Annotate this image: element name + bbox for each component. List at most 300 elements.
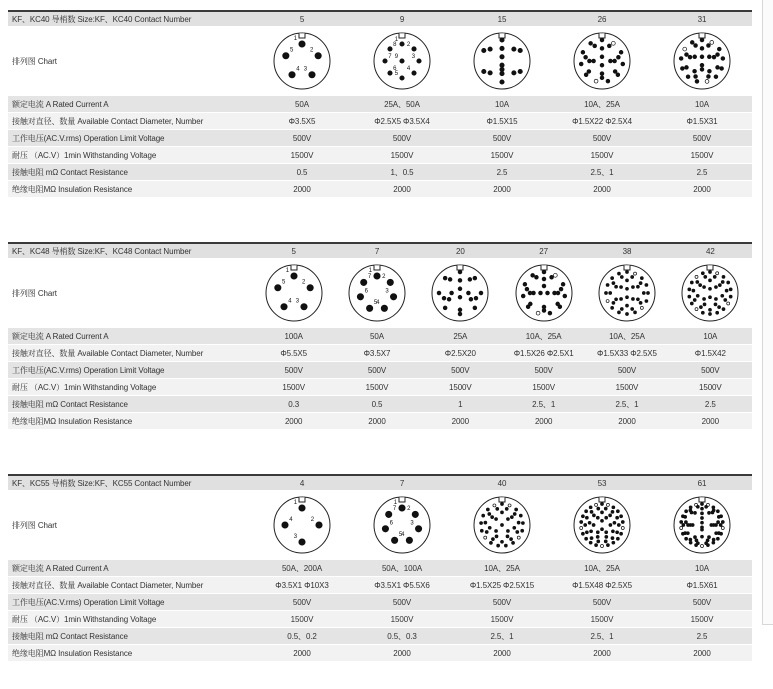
contact-pin bbox=[601, 528, 604, 531]
contact-pin bbox=[517, 521, 520, 524]
pin-diagram-cell bbox=[352, 26, 452, 96]
pin-number-label: 3 bbox=[385, 288, 389, 295]
contact-pin bbox=[645, 283, 648, 286]
contact-pin bbox=[616, 73, 620, 77]
contact-pin bbox=[545, 291, 549, 295]
pin-diagram-cell bbox=[335, 258, 418, 328]
contact-pin bbox=[611, 537, 614, 540]
contact-pin bbox=[299, 539, 305, 545]
contact-pin bbox=[444, 276, 448, 280]
contact-pin bbox=[589, 41, 593, 45]
contact-count-header: 4 bbox=[252, 475, 352, 490]
contact-pin bbox=[717, 521, 720, 524]
contact-pin bbox=[640, 306, 643, 309]
spec-value: Φ1.5X22 Φ2.5X4 bbox=[552, 113, 652, 130]
contact-pin bbox=[613, 521, 616, 524]
spec-value: Φ1.5X48 Φ2.5X5 bbox=[552, 577, 652, 594]
contact-pin bbox=[590, 530, 593, 533]
connector-pin-diagram bbox=[272, 31, 332, 91]
contact-pin bbox=[646, 292, 649, 295]
contact-pin bbox=[501, 524, 504, 527]
contact-count-header: 9 bbox=[352, 11, 452, 26]
contact-pin bbox=[709, 279, 712, 282]
spec-value: 2000 bbox=[452, 645, 552, 662]
contact-pin bbox=[700, 38, 704, 42]
contact-pin bbox=[620, 307, 623, 310]
contact-pin bbox=[605, 516, 608, 519]
contact-pin bbox=[391, 537, 397, 543]
pin-diagram-cell bbox=[552, 490, 652, 560]
contact-pin bbox=[585, 531, 588, 534]
contact-pin bbox=[625, 304, 628, 307]
spec-value: 2000 bbox=[452, 181, 552, 198]
contact-pin bbox=[525, 287, 529, 291]
contact-pin bbox=[710, 524, 713, 527]
contact-pin bbox=[315, 53, 321, 59]
contact-pin bbox=[701, 526, 704, 529]
table-row bbox=[8, 645, 752, 662]
connector-keyway bbox=[699, 497, 705, 502]
contact-pin bbox=[692, 289, 695, 292]
contact-pin bbox=[585, 510, 588, 513]
contact-pin bbox=[604, 507, 607, 510]
spec-row-label: 接触对直径、数量 Available Contact Diameter, Number bbox=[8, 113, 252, 130]
spec-row-label: 绝缘电阻MΩ Insulation Resistance bbox=[8, 645, 252, 662]
contact-pin bbox=[695, 308, 698, 311]
spec-value: 50A、200A bbox=[252, 560, 352, 577]
contact-pin bbox=[611, 41, 615, 45]
contact-pin bbox=[500, 80, 504, 84]
spec-value: 2000 bbox=[669, 413, 752, 430]
contact-pin bbox=[366, 305, 372, 311]
contact-pin bbox=[617, 311, 620, 314]
contact-pin bbox=[719, 524, 722, 527]
kc48-spec-table bbox=[8, 242, 752, 430]
contact-pin bbox=[684, 515, 687, 518]
spec-row-label: 接触电阻 mΩ Contact Resistance bbox=[8, 164, 252, 181]
series-header: KF、KC55 导梢数 Size:KF、KC55 Contact Number bbox=[8, 475, 252, 490]
connector-pin-diagram bbox=[514, 263, 574, 323]
contact-pin bbox=[704, 275, 707, 278]
contact-pin bbox=[400, 42, 404, 46]
spec-value: 2000 bbox=[252, 645, 352, 662]
spec-value: 50A bbox=[335, 328, 418, 345]
spec-value: 1500V bbox=[352, 611, 452, 628]
table-row bbox=[8, 413, 752, 430]
table-row bbox=[8, 362, 752, 379]
contact-pin bbox=[721, 57, 725, 61]
contact-pin bbox=[506, 518, 509, 521]
contact-pin bbox=[555, 302, 559, 306]
contact-pin bbox=[722, 281, 725, 284]
contact-pin bbox=[609, 524, 612, 527]
contact-pin bbox=[584, 55, 588, 59]
contact-pin bbox=[716, 311, 719, 314]
contact-pin bbox=[467, 291, 471, 295]
contact-count-header: 5 bbox=[252, 11, 352, 26]
contact-pin bbox=[382, 526, 388, 532]
contact-pin bbox=[530, 273, 534, 277]
contact-pin bbox=[596, 531, 599, 534]
pin-diagram-cell bbox=[252, 490, 352, 560]
spec-value: 2.5 bbox=[652, 164, 752, 181]
pin-diagram-cell bbox=[419, 258, 502, 328]
contact-pin bbox=[725, 289, 728, 292]
contact-pin bbox=[720, 67, 724, 71]
contact-pin bbox=[707, 44, 711, 48]
contact-pin bbox=[693, 69, 697, 73]
spec-value: 500V bbox=[669, 362, 752, 379]
connector-keyway bbox=[624, 265, 630, 270]
contact-pin bbox=[316, 522, 322, 528]
contact-pin bbox=[357, 294, 363, 300]
contact-pin bbox=[600, 38, 604, 42]
contact-pin bbox=[504, 544, 507, 547]
spec-value: 1500V bbox=[669, 379, 752, 396]
contact-pin bbox=[486, 508, 489, 511]
contact-pin bbox=[500, 46, 504, 50]
contact-pin bbox=[606, 503, 609, 506]
contact-pin bbox=[589, 506, 592, 509]
contact-pin bbox=[685, 537, 688, 540]
connector-keyway bbox=[699, 33, 705, 38]
contact-pin bbox=[715, 532, 718, 535]
contact-pin bbox=[688, 295, 691, 298]
contact-pin bbox=[536, 311, 540, 315]
spec-value: 500V bbox=[652, 594, 752, 611]
contact-pin bbox=[488, 513, 491, 516]
pin-number-label: 2 bbox=[310, 516, 315, 523]
spec-value: 2000 bbox=[419, 413, 502, 430]
spec-value: 10A bbox=[652, 96, 752, 113]
contact-pin bbox=[437, 291, 441, 295]
connector-pin-diagram bbox=[430, 263, 490, 323]
contact-pin bbox=[585, 537, 588, 540]
contact-pin bbox=[444, 306, 448, 310]
spec-value: 1500V bbox=[552, 611, 652, 628]
contact-pin bbox=[412, 71, 416, 75]
connector-keyway bbox=[499, 497, 505, 502]
contact-pin bbox=[482, 48, 486, 52]
contact-pin bbox=[617, 272, 620, 275]
contact-pin bbox=[495, 535, 498, 538]
table-row bbox=[8, 96, 752, 113]
contact-pin bbox=[513, 526, 516, 529]
contact-pin bbox=[690, 41, 694, 45]
contact-pin bbox=[552, 291, 556, 295]
contact-pin bbox=[642, 292, 645, 295]
spec-row-label: 额定电流 A Rated Current A bbox=[8, 96, 252, 113]
contact-pin bbox=[442, 296, 446, 300]
contact-count-header: 7 bbox=[335, 243, 418, 258]
contact-pin bbox=[716, 272, 719, 275]
contact-pin bbox=[512, 71, 516, 75]
contact-pin bbox=[510, 516, 513, 519]
contact-pin bbox=[634, 311, 637, 314]
spec-value: 2.5、1 bbox=[585, 396, 668, 413]
spec-value: 10A bbox=[452, 96, 552, 113]
spec-value: 1500V bbox=[585, 379, 668, 396]
contact-pin bbox=[609, 59, 613, 63]
contact-pin bbox=[682, 524, 685, 527]
table-row bbox=[8, 113, 752, 130]
spec-value: 500V bbox=[452, 594, 552, 611]
spec-value: 500V bbox=[452, 130, 552, 147]
spec-value: 2.5、1 bbox=[552, 164, 652, 181]
contact-pin bbox=[707, 75, 711, 79]
pin-diagram-cell bbox=[669, 258, 752, 328]
contact-pin bbox=[701, 507, 704, 510]
contact-pin bbox=[580, 521, 583, 524]
spec-value: 2.5、1 bbox=[452, 628, 552, 645]
contact-count-header: 53 bbox=[552, 475, 652, 490]
pin-number-label: 5 bbox=[398, 532, 403, 539]
contact-pin bbox=[616, 537, 619, 540]
pin-number-label: 6 bbox=[393, 65, 397, 72]
contact-pin bbox=[691, 302, 694, 305]
contact-pin bbox=[592, 59, 596, 63]
contact-pin bbox=[387, 279, 393, 285]
contact-pin bbox=[680, 67, 684, 71]
connector-keyway bbox=[399, 497, 405, 502]
pin-number-label: 6 bbox=[389, 520, 393, 527]
contact-pin bbox=[290, 273, 296, 279]
contact-pin bbox=[482, 69, 486, 73]
contact-pin bbox=[592, 514, 595, 517]
pin-diagram-cell bbox=[652, 490, 752, 560]
contact-pin bbox=[703, 286, 706, 289]
spec-value: 1 bbox=[419, 396, 502, 413]
contact-pin bbox=[711, 511, 714, 514]
contact-pin bbox=[515, 508, 518, 511]
kc55-spec-table bbox=[8, 474, 752, 662]
contact-pin bbox=[700, 63, 704, 67]
pin-diagram-cell bbox=[352, 490, 452, 560]
contact-pin bbox=[383, 59, 387, 63]
contact-pin bbox=[714, 303, 717, 306]
contact-pin bbox=[701, 521, 704, 524]
pin-number-label: 4 bbox=[376, 300, 380, 307]
contact-pin bbox=[501, 511, 504, 514]
contact-pin bbox=[386, 511, 392, 517]
contact-pin bbox=[597, 540, 600, 543]
spec-value: 2000 bbox=[552, 181, 652, 198]
contact-pin bbox=[497, 544, 500, 547]
contact-pin bbox=[488, 71, 492, 75]
spec-value: 500V bbox=[552, 594, 652, 611]
spec-value: 2000 bbox=[252, 413, 335, 430]
contact-pin bbox=[605, 531, 608, 534]
contact-pin bbox=[631, 276, 634, 279]
table-row bbox=[8, 577, 752, 594]
chart-label: 排列图 Chart bbox=[8, 490, 252, 560]
contact-pin bbox=[480, 529, 483, 532]
contact-pin bbox=[542, 277, 546, 281]
contact-pin bbox=[518, 48, 522, 52]
spec-value: 500V bbox=[252, 130, 352, 147]
contact-pin bbox=[496, 507, 499, 510]
contact-pin bbox=[495, 518, 498, 521]
contact-pin bbox=[702, 272, 705, 275]
spec-value: 1500V bbox=[252, 611, 352, 628]
contact-pin bbox=[587, 70, 591, 74]
pin-number-label: 7 bbox=[367, 274, 372, 281]
contact-pin bbox=[727, 281, 730, 284]
contact-pin bbox=[625, 296, 628, 299]
spec-value: Φ3.5X1 Φ5.5X6 bbox=[352, 577, 452, 594]
contact-pin bbox=[680, 526, 683, 529]
contact-pin bbox=[553, 273, 557, 277]
contact-pin bbox=[691, 281, 694, 284]
contact-pin bbox=[590, 537, 593, 540]
spec-value: 1500V bbox=[419, 379, 502, 396]
spec-value: 500V bbox=[335, 362, 418, 379]
contact-pin bbox=[707, 55, 711, 59]
contact-pin bbox=[595, 503, 598, 506]
contact-pin bbox=[729, 295, 732, 298]
contact-pin bbox=[588, 59, 592, 63]
contact-pin bbox=[596, 516, 599, 519]
chart-row bbox=[8, 26, 752, 96]
connector-keyway bbox=[707, 265, 713, 270]
contact-pin bbox=[697, 294, 700, 297]
spec-value: 2000 bbox=[585, 413, 668, 430]
contact-count-header: 26 bbox=[552, 11, 652, 26]
contact-pin bbox=[606, 544, 609, 547]
contact-pin bbox=[519, 514, 522, 517]
spec-value: 2000 bbox=[652, 645, 752, 662]
spec-value: Φ5.5X5 bbox=[252, 345, 335, 362]
contact-pin bbox=[468, 278, 472, 282]
spec-value: 1500V bbox=[352, 147, 452, 164]
contact-pin bbox=[513, 513, 516, 516]
spec-row-label: 额定电流 A Rated Current A bbox=[8, 328, 252, 345]
contact-pin bbox=[588, 521, 591, 524]
contact-pin bbox=[616, 516, 619, 519]
spec-value: Φ1.5X15 bbox=[452, 113, 552, 130]
contact-pin bbox=[703, 303, 706, 306]
contact-pin bbox=[282, 522, 288, 528]
contact-pin bbox=[693, 55, 697, 59]
contact-pin bbox=[612, 301, 615, 304]
spec-row-label: 耐压 （AC.V）1min Withstanding Voltage bbox=[8, 379, 252, 396]
contact-pin bbox=[620, 286, 623, 289]
contact-pin bbox=[500, 55, 504, 59]
contact-pin bbox=[495, 529, 498, 532]
contact-count-header: 27 bbox=[502, 243, 585, 258]
contact-pin bbox=[716, 510, 719, 513]
connector-keyway bbox=[299, 497, 305, 502]
pin-number-label: 1 bbox=[293, 35, 298, 42]
contact-pin bbox=[701, 535, 704, 538]
contact-pin bbox=[701, 512, 704, 515]
contact-pin bbox=[634, 272, 637, 275]
contact-pin bbox=[631, 286, 634, 289]
chart-row bbox=[8, 490, 752, 560]
contact-pin bbox=[561, 282, 565, 286]
contact-pin bbox=[611, 277, 614, 280]
contact-pin bbox=[709, 271, 712, 274]
contact-pin bbox=[696, 281, 699, 284]
spec-value: 0.5 bbox=[252, 164, 352, 181]
connector-pin-diagram bbox=[572, 31, 632, 91]
contact-pin bbox=[399, 505, 405, 511]
connector-pin-diagram bbox=[672, 495, 732, 555]
contact-pin bbox=[609, 514, 612, 517]
pin-diagram-cell bbox=[585, 258, 668, 328]
contact-pin bbox=[612, 282, 615, 285]
table-row bbox=[8, 628, 752, 645]
contact-pin bbox=[299, 41, 305, 47]
pin-diagram-cell bbox=[252, 258, 335, 328]
contact-pin bbox=[500, 38, 504, 42]
contact-pin bbox=[611, 530, 614, 533]
contact-pin bbox=[579, 62, 583, 66]
contact-pin bbox=[458, 279, 462, 283]
contact-pin bbox=[722, 308, 725, 311]
contact-pin bbox=[600, 47, 604, 51]
contact-pin bbox=[523, 282, 527, 286]
spec-value: 2000 bbox=[352, 181, 452, 198]
scrollbar-track[interactable] bbox=[762, 0, 773, 625]
contact-pin bbox=[388, 47, 392, 51]
contact-pin bbox=[538, 291, 542, 295]
contact-pin bbox=[584, 73, 588, 77]
contact-pin bbox=[493, 504, 496, 507]
spec-value: 2000 bbox=[652, 181, 752, 198]
contact-pin bbox=[289, 72, 295, 78]
contact-pin bbox=[709, 287, 712, 290]
contact-pin bbox=[699, 284, 702, 287]
spec-value: 2.5 bbox=[452, 164, 552, 181]
pin-number-label: 1 bbox=[293, 499, 298, 506]
contact-pin bbox=[684, 521, 687, 524]
contact-pin bbox=[506, 529, 509, 532]
spec-value: 1500V bbox=[452, 147, 552, 164]
contact-pin bbox=[473, 306, 477, 310]
contact-pin bbox=[274, 285, 280, 291]
spec-value: 0.5、0.3 bbox=[352, 628, 452, 645]
spec-value: 25A、50A bbox=[352, 96, 452, 113]
table-row bbox=[8, 396, 752, 413]
contact-pin bbox=[685, 53, 689, 57]
spec-row-label: 接触对直径、数量 Available Contact Diameter, Number bbox=[8, 577, 252, 594]
connector-pin-diagram bbox=[472, 495, 532, 555]
spec-value: Φ1.5X26 Φ2.5X1 bbox=[502, 345, 585, 362]
contact-pin bbox=[605, 535, 608, 538]
scrollbar-track-bottom bbox=[762, 624, 773, 625]
contact-pin bbox=[715, 286, 718, 289]
contact-pin bbox=[621, 526, 624, 529]
table-row bbox=[8, 345, 752, 362]
contact-pin bbox=[469, 297, 473, 301]
table-row bbox=[8, 164, 752, 181]
connector-keyway bbox=[291, 265, 297, 270]
spec-row-label: 耐压 （AC.V）1min Withstanding Voltage bbox=[8, 147, 252, 164]
contact-pin bbox=[694, 511, 697, 514]
contact-pin bbox=[299, 505, 305, 511]
pin-number-label: 2 bbox=[309, 47, 314, 54]
contact-pin bbox=[531, 291, 535, 295]
contact-pin bbox=[716, 537, 719, 540]
pin-number-label: 3 bbox=[411, 53, 416, 60]
contact-pin bbox=[458, 270, 462, 274]
contact-pin bbox=[374, 273, 380, 279]
contact-pin bbox=[621, 62, 625, 66]
spec-value: 50A bbox=[252, 96, 352, 113]
contact-pin bbox=[701, 503, 704, 506]
spec-value: 500V bbox=[585, 362, 668, 379]
